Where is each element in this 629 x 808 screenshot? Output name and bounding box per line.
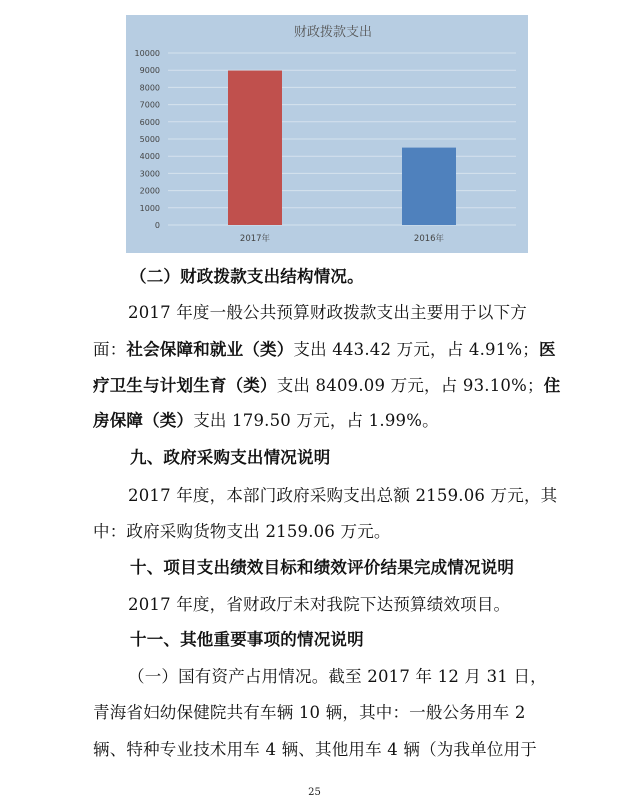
section-heading-10: 十、项目支出绩效目标和绩效评价结果完成情况说明 (130, 558, 515, 577)
y-tick-label: 5000 (139, 135, 160, 144)
text: 支出 443.42 万元，占 4.91%； (293, 340, 539, 359)
y-tick-label: 0 (154, 221, 160, 230)
bar-2017年 (228, 71, 282, 225)
category-housing: 房保障（类） (93, 411, 194, 430)
y-tick-label: 1000 (139, 203, 160, 213)
y-tick-label: 10000 (134, 49, 160, 58)
section-11-line2: 青海省妇幼保健院共有车辆 10 辆，其中：一般公务用车 2 (93, 703, 526, 722)
paragraph-structure-line3 (93, 374, 560, 398)
section-9-line1: 2017 年度，本部门政府采购支出总额 2159.06 万元，其 (128, 486, 558, 505)
chart-background (126, 15, 528, 253)
y-tick-label: 8000 (139, 83, 160, 93)
category-social-security: 社会保障和就业（类） (126, 340, 294, 359)
chart-title: 财政拨款支出 (293, 25, 373, 40)
y-tick-label: 3000 (139, 169, 160, 179)
section-heading-structure: （二）财政拨款支出结构情况。 (130, 267, 364, 286)
section-11-line1: （一）国有资产占用情况。截至 2017 年 12 月 31 日， (128, 667, 547, 686)
text: 医 (539, 340, 556, 359)
y-tick-label: 4000 (139, 152, 160, 162)
section-10-line1: 2017 年度，省财政厅未对我院下达预算绩效项目。 (128, 595, 511, 614)
y-tick-label: 7000 (139, 100, 160, 110)
section-11-line3: 辆、特种专业技术用车 4 辆、其他用车 4 辆（为我单位用于 (93, 740, 537, 759)
category-health: 疗卫生与计划生育（类） (93, 376, 277, 395)
y-tick-label: 6000 (139, 117, 160, 127)
paragraph-structure-line2 (93, 338, 556, 362)
section-heading-9: 九、政府采购支出情况说明 (130, 448, 331, 467)
text: 支出 179.50 万元，占 1.99%。 (193, 411, 439, 430)
x-tick-label: 2016年 (413, 234, 445, 244)
section-heading-11: 十一、其他重要事项的情况说明 (130, 630, 364, 649)
text: 住 (543, 376, 561, 395)
bar-2016年 (402, 148, 456, 225)
y-tick-label: 9000 (139, 66, 160, 76)
page-number: 25 (308, 787, 321, 798)
y-tick-label: 2000 (139, 186, 160, 196)
x-tick-label: 2017年 (239, 234, 271, 244)
paragraph-structure-line4 (93, 409, 439, 433)
text: 面： (93, 340, 127, 359)
section-9-line2: 中：政府采购货物支出 2159.06 万元。 (93, 522, 391, 541)
text: 支出 8409.09 万元，占 93.10%； (276, 376, 544, 395)
paragraph-structure-line1: 2017 年度一般公共预算财政拨款支出主要用于以下方 (128, 303, 527, 322)
expenditure-bar-chart (126, 15, 528, 253)
